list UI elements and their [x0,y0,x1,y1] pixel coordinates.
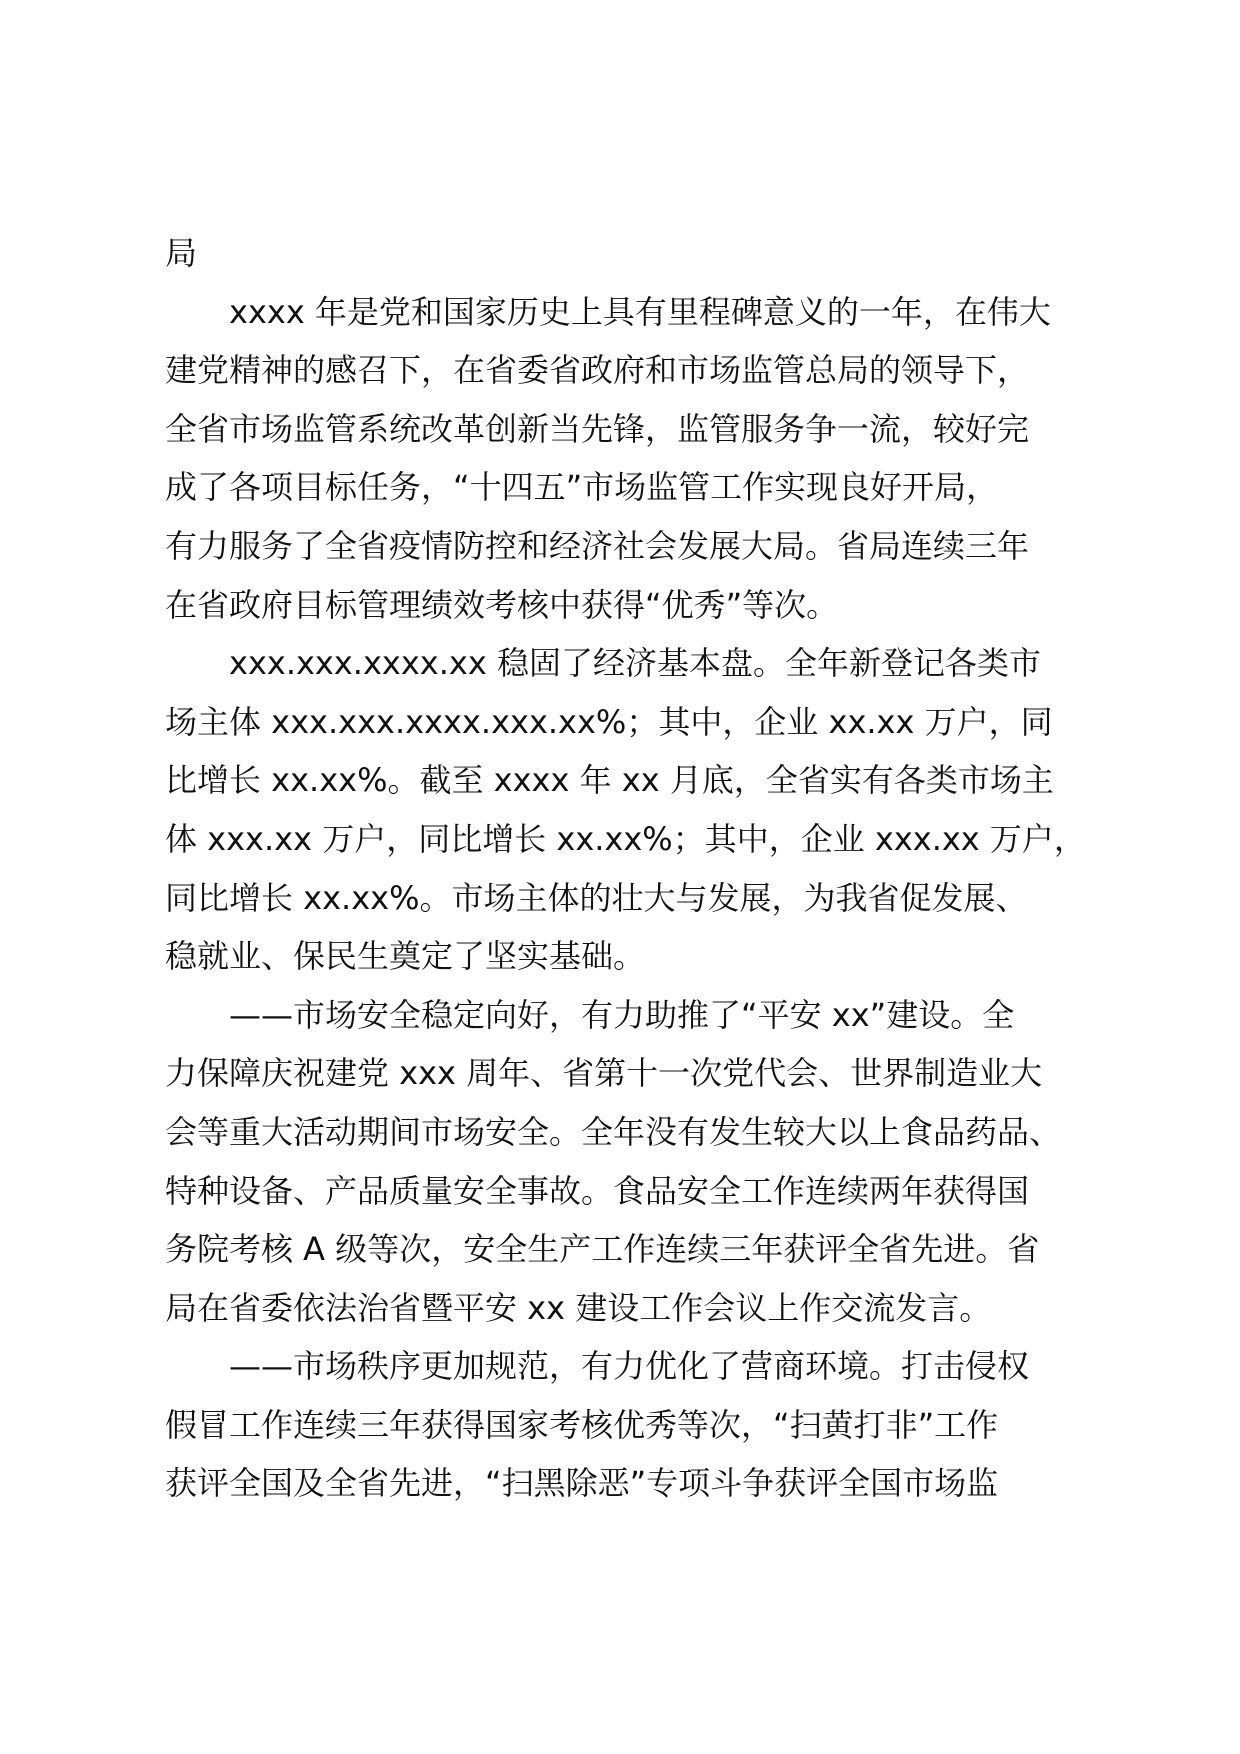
text-line: 场主体 xxx.xxx.xxxx.xxx.xx%；其中，企业 xx.xx 万户，同 [165,702,1053,741]
text-line: 有力服务了全省疫情防控和经济社会发展大局。省局连续三年 [165,526,1030,565]
text-line: 建党精神的感召下，在省委省政府和市场监管总局的领导下， [165,351,1030,390]
text-line: 务院考核 A 级等次，安全生产工作连续三年获评全省先进。省 [165,1230,1040,1269]
text-line: 假冒工作连续三年获得国家考核优秀等次，“扫黄打非”工作 [165,1405,999,1444]
text-line: 稳就业、保民生奠定了坚实基础。 [165,937,646,976]
text-line: xxx.xxx.xxxx.xx 稳固了经济基本盘。全年新登记各类市 [229,644,1041,683]
text-line: 比增长 xx.xx%。截至 xxxx 年 xx 月底，全省实有各类市场主 [165,761,1054,800]
text-line: 体 xxx.xx 万户，同比增长 xx.xx%；其中，企业 xxx.xx 万户， [165,819,1086,858]
text-line: 获评全国及全省先进，“扫黑除恶”专项斗争获评全国市场监 [165,1464,999,1503]
text-line: 局 [165,234,198,272]
text-line: 力保障庆祝建党 xxx 周年、省第十一次党代会、世界制造业大 [165,1054,1043,1093]
text-line: 全省市场监管系统改革创新当先锋，监管服务争一流，较好完 [165,409,1030,448]
text-line: 在省政府目标管理绩效考核中获得“优秀”等次。 [165,585,839,624]
text-line: xxxx 年是党和国家历史上具有里程碑意义的一年，在伟大 [229,292,1051,331]
text-line: 同比增长 xx.xx%。市场主体的壮大与发展，为我省促发展、 [165,878,1028,917]
document-body [165,224,1085,1513]
text-line: ——市场秩序更加规范，有力优化了营商环境。打击侵权 [229,1347,1030,1386]
text-line: 局在省委依法治省暨平安 xx 建设工作会议上作交流发言。 [165,1288,992,1327]
text-line: ——市场安全稳定向好，有力助推了“平安 xx”建设。全 [229,995,1015,1034]
text-line: 成了各项目标任务，“十四五”市场监管工作实现良好开局， [165,468,999,507]
text-line: 会等重大活动期间市场安全。全年没有发生较大以上食品药品、 [165,1112,1062,1151]
text-line: 特种设备、产品质量安全事故。食品安全工作连续两年获得国 [165,1171,1030,1210]
